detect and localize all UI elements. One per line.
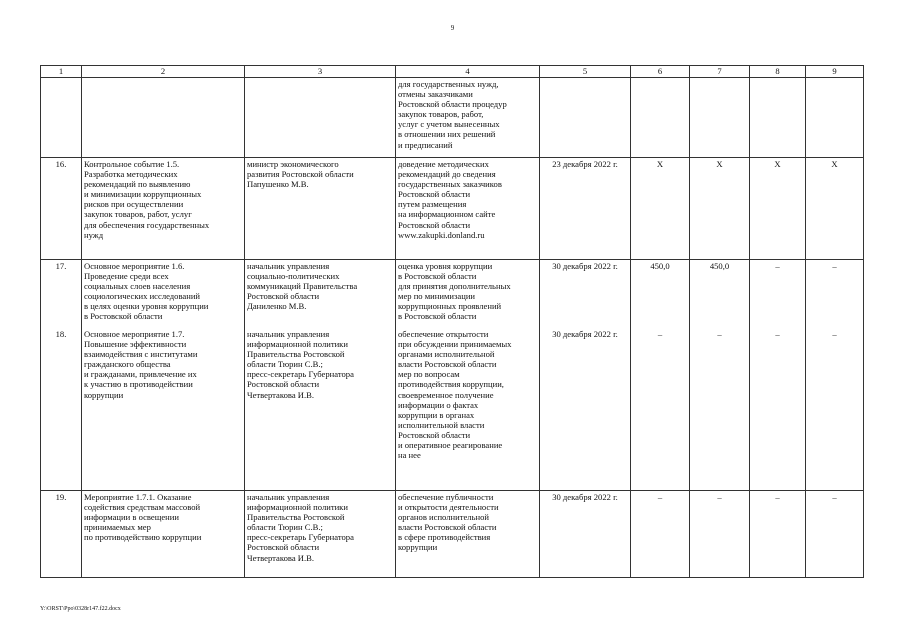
cell-line: Четвертакова И.В. xyxy=(247,552,315,563)
event-name-cell xyxy=(82,491,245,578)
cell-line: закупок товаров, работ, xyxy=(398,109,484,120)
cell-line: гражданского общества xyxy=(84,359,171,370)
cell-line: Разработка методических xyxy=(84,169,178,180)
column-header: 4 xyxy=(396,66,540,78)
cell-line: в отношении них решений xyxy=(398,129,496,140)
cell-line: информационной политики xyxy=(247,339,348,350)
cell-line: на нее xyxy=(398,450,421,461)
cell-line: министр экономического xyxy=(247,159,339,169)
cell-line: и предписаний xyxy=(398,139,453,150)
cell-line: Контрольное событие 1.5. xyxy=(84,159,180,169)
cell-line: обеспечение открытости xyxy=(398,329,489,339)
funding-col6-cell: X xyxy=(631,158,690,260)
cell-line: Правительства Ростовской xyxy=(247,349,345,360)
cell-line: Ростовской области xyxy=(398,189,471,200)
cell-line: власти Ростовской области xyxy=(398,359,497,370)
cell-line: на информационном сайте xyxy=(398,209,496,220)
funding-col9-cell: – xyxy=(806,260,864,329)
cell-line: пресс-секретарь Губернатора xyxy=(247,369,354,380)
column-header: 8 xyxy=(750,66,806,78)
column-header: 6 xyxy=(631,66,690,78)
cell-line: начальник управления xyxy=(247,492,330,502)
event-name-cell xyxy=(82,158,245,260)
funding-col6-cell: – xyxy=(631,491,690,578)
column-header: 1 xyxy=(41,66,82,78)
table-row xyxy=(41,260,864,329)
responsible-cell xyxy=(245,328,396,491)
table-row xyxy=(41,78,864,158)
cell-line: и минимизации коррупционных xyxy=(84,189,202,200)
cell-line: исполнительной власти xyxy=(398,419,485,430)
event-name-cell xyxy=(82,78,245,158)
cell-line: коррупции в органах xyxy=(398,409,475,420)
cell-line: государственных заказчиков xyxy=(398,179,502,190)
cell-line: власти Ростовской области xyxy=(398,522,497,533)
cell-line: путем размещения xyxy=(398,199,467,210)
cell-line: информации в освещении xyxy=(84,512,179,523)
cell-line: Основное мероприятие 1.6. xyxy=(84,261,185,271)
cell-line: содействия средствам массовой xyxy=(84,502,201,513)
column-header: 3 xyxy=(245,66,396,78)
deadline-cell xyxy=(540,78,631,158)
cell-line: Правительства Ростовской xyxy=(247,512,345,523)
cell-line: коррупции xyxy=(84,389,124,400)
cell-line: коррупции xyxy=(398,542,438,553)
cell-line: информационной политики xyxy=(247,502,348,513)
cell-line: для государственных нужд, xyxy=(398,79,499,89)
cell-line: в целях оценки уровня коррупции xyxy=(84,301,209,312)
table-row xyxy=(41,328,864,491)
funding-col7-cell: 450,0 xyxy=(690,260,750,329)
cell-line: и открытости деятельности xyxy=(398,502,499,513)
row-number-cell: 18. xyxy=(41,328,82,491)
cell-line: информации о фактах xyxy=(398,399,479,410)
expected-result-cell xyxy=(396,491,540,578)
cell-line: Мероприятие 1.7.1. Оказание xyxy=(84,492,192,502)
column-header: 2 xyxy=(82,66,245,78)
cell-line: социальных слоев населения xyxy=(84,281,191,292)
cell-line: к участию в противодействии xyxy=(84,379,193,390)
table-row xyxy=(41,491,864,578)
cell-line: для принятия дополнительных xyxy=(398,281,511,292)
cell-line: оценка уровня коррупции xyxy=(398,261,493,271)
plan-table xyxy=(40,65,864,578)
deadline-cell: 30 декабря 2022 г. xyxy=(540,328,631,491)
cell-line: Ростовской области xyxy=(247,379,320,390)
funding-col8-cell: – xyxy=(750,491,806,578)
funding-col9-cell: – xyxy=(806,491,864,578)
cell-line: принимаемых мер xyxy=(84,522,151,533)
responsible-cell xyxy=(245,78,396,158)
responsible-cell xyxy=(245,491,396,578)
cell-line: рекомендаций до сведения xyxy=(398,169,496,180)
expected-result-cell xyxy=(396,328,540,491)
cell-line: Ростовской области xyxy=(247,291,320,302)
expected-result-cell xyxy=(396,158,540,260)
funding-col8-cell: X xyxy=(750,158,806,260)
cell-line: Проведение среди всех xyxy=(84,271,169,282)
cell-line: и оперативное реагирование xyxy=(398,440,503,451)
cell-line: для обеспечения государственных xyxy=(84,219,210,230)
deadline-cell: 30 декабря 2022 г. xyxy=(540,260,631,329)
column-header: 5 xyxy=(540,66,631,78)
column-number-row xyxy=(41,66,864,78)
cell-line: области Тюрин С.В.; xyxy=(247,359,323,370)
cell-line: органами исполнительной xyxy=(398,349,495,360)
event-name-cell xyxy=(82,260,245,329)
funding-col8-cell: – xyxy=(750,328,806,491)
cell-line: мер по минимизации xyxy=(398,291,476,302)
cell-line: в сфере противодействия xyxy=(398,532,491,543)
cell-line: www.zakupki.donland.ru xyxy=(398,229,485,240)
footer-file-path: Y:\ORST\Ppo\0328r147.f22.docx xyxy=(40,606,121,612)
cell-line: органов исполнительной xyxy=(398,512,489,523)
event-name-cell xyxy=(82,328,245,491)
funding-col9-cell: X xyxy=(806,158,864,260)
cell-line: Папушенко М.В. xyxy=(247,179,309,190)
cell-line: в Ростовской области xyxy=(398,271,477,282)
funding-col9-cell: – xyxy=(806,328,864,491)
funding-col7-cell xyxy=(690,78,750,158)
cell-line: Основное мероприятие 1.7. xyxy=(84,329,185,339)
cell-line: доведение методических xyxy=(398,159,489,169)
cell-line: своевременное получение xyxy=(398,389,494,400)
cell-line: в Ростовской области xyxy=(84,311,163,322)
cell-line: отмены заказчиками xyxy=(398,89,473,100)
row-number-cell: 19. xyxy=(41,491,82,578)
column-header: 7 xyxy=(690,66,750,78)
expected-result-cell xyxy=(396,78,540,158)
cell-line: социально-политических xyxy=(247,271,340,282)
cell-line: обеспечение публичности xyxy=(398,492,494,502)
cell-line: при обсуждении принимаемых xyxy=(398,339,512,350)
cell-line: начальник управления xyxy=(247,329,330,339)
column-header: 9 xyxy=(806,66,864,78)
cell-line: взаимодействия с институтами xyxy=(84,349,198,360)
cell-line: рисков при осуществлении xyxy=(84,199,184,210)
cell-line: развития Ростовской области xyxy=(247,169,354,180)
responsible-cell xyxy=(245,158,396,260)
cell-line: противодействия коррупции, xyxy=(398,379,504,390)
cell-line: рекомендаций по выявлению xyxy=(84,179,191,190)
cell-line: Ростовской области xyxy=(398,219,471,230)
cell-line: нужд xyxy=(84,229,104,240)
cell-line: Ростовской области процедур xyxy=(398,99,507,110)
responsible-cell xyxy=(245,260,396,329)
cell-line: мер по вопросам xyxy=(398,369,460,380)
cell-line: и гражданами, привлечение их xyxy=(84,369,197,380)
cell-line: социологических исследований xyxy=(84,291,201,302)
row-number-cell xyxy=(41,78,82,158)
funding-col6-cell: 450,0 xyxy=(631,260,690,329)
funding-col7-cell: X xyxy=(690,158,750,260)
cell-line: услуг с учетом вынесенных xyxy=(398,119,500,130)
row-number-cell: 16. xyxy=(41,158,82,260)
expected-result-cell xyxy=(396,260,540,329)
cell-line: Четвертакова И.В. xyxy=(247,389,315,400)
cell-line: Повышение эффективности xyxy=(84,339,187,350)
funding-col7-cell: – xyxy=(690,491,750,578)
deadline-cell: 30 декабря 2022 г. xyxy=(540,491,631,578)
funding-col9-cell xyxy=(806,78,864,158)
cell-line: закупок товаров, работ, услуг xyxy=(84,209,192,220)
cell-line: коммуникаций Правительства xyxy=(247,281,358,292)
cell-line: Ростовской области xyxy=(398,429,471,440)
table-row xyxy=(41,158,864,260)
cell-line: Даниленко М.В. xyxy=(247,301,307,312)
funding-col8-cell xyxy=(750,78,806,158)
row-number-cell: 17. xyxy=(41,260,82,329)
funding-col8-cell: – xyxy=(750,260,806,329)
cell-line: области Тюрин С.В.; xyxy=(247,522,323,533)
cell-line: по противодействию коррупции xyxy=(84,532,202,543)
deadline-cell: 23 декабря 2022 г. xyxy=(540,158,631,260)
cell-line: Ростовской области xyxy=(247,542,320,553)
funding-col7-cell: – xyxy=(690,328,750,491)
page-number: 9 xyxy=(450,24,455,32)
cell-line: начальник управления xyxy=(247,261,330,271)
cell-line: коррупционных проявлений xyxy=(398,301,502,312)
funding-col6-cell xyxy=(631,78,690,158)
funding-col6-cell: – xyxy=(631,328,690,491)
cell-line: в Ростовской области xyxy=(398,311,477,322)
cell-line: пресс-секретарь Губернатора xyxy=(247,532,354,543)
